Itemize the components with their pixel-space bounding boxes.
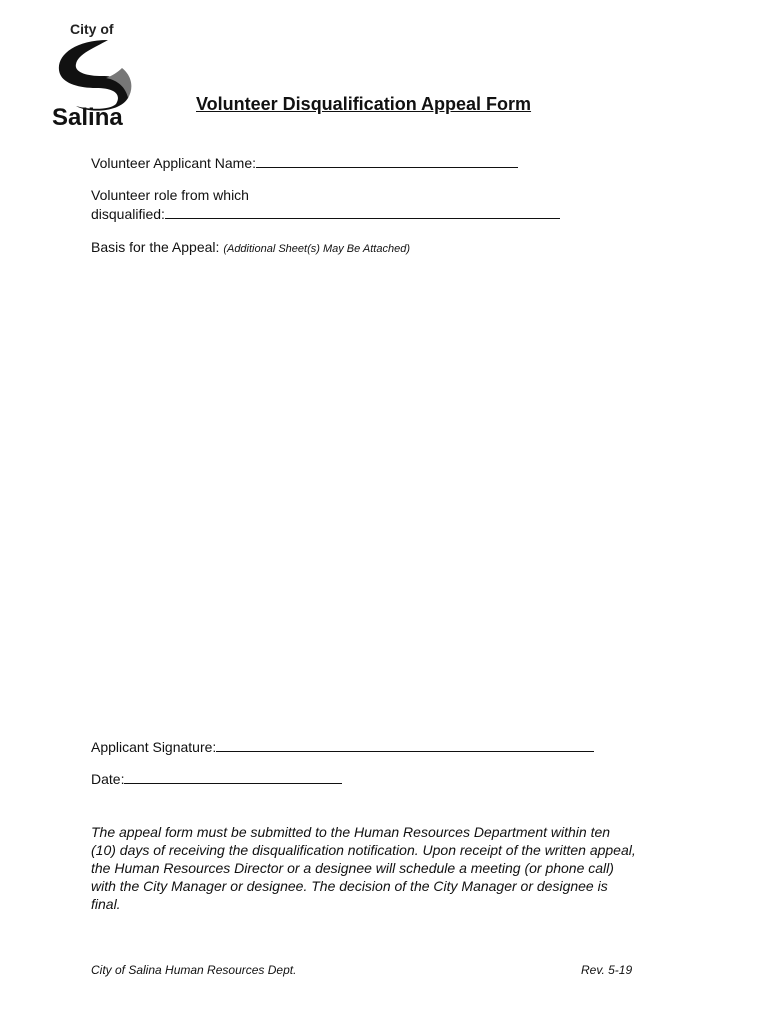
city-of-salina-logo	[50, 18, 142, 130]
signature-field[interactable]	[216, 739, 594, 752]
basis-row	[91, 239, 410, 255]
applicant-name-field[interactable]	[256, 155, 518, 168]
applicant-name-label: Volunteer Applicant Name:	[91, 155, 256, 171]
applicant-name-row	[91, 155, 518, 171]
form-title: Volunteer Disqualification Appeal Form	[196, 94, 532, 114]
signature-row	[91, 739, 594, 755]
date-label: Date:	[91, 771, 125, 787]
role-label-line1: Volunteer role from which	[91, 187, 249, 203]
logo-bottom-text: Salina	[52, 104, 123, 130]
notice-line: with the City Manager or designee. The decision of the City Manager or designee is	[91, 878, 608, 894]
basis-note: (Additional Sheet(s) May Be Attached)	[223, 243, 410, 255]
notice-line: final.	[91, 896, 121, 912]
role-label-line2: disqualified:	[91, 206, 165, 222]
notice-line: (10) days of receiving the disqualification notification. Upon receipt of the written appeal,	[91, 842, 636, 858]
basis-text-area[interactable]	[91, 262, 691, 722]
date-row	[91, 771, 342, 787]
role-row	[91, 206, 560, 222]
footer-department: City of Salina Human Resources Dept.	[91, 963, 297, 977]
basis-label: Basis for the Appeal:	[91, 239, 220, 255]
salina-swoosh-icon	[50, 18, 142, 130]
logo-top-text: City of	[70, 21, 114, 37]
appeal-notice	[91, 823, 691, 913]
notice-line: the Human Resources Director or a designee will schedule a meeting (or phone call)	[91, 860, 614, 876]
disqualified-role-field[interactable]	[165, 206, 560, 219]
signature-label: Applicant Signature:	[91, 739, 217, 755]
date-field[interactable]	[124, 771, 342, 784]
notice-line: The appeal form must be submitted to the Human Resources Department within ten	[91, 824, 611, 840]
footer-revision: Rev. 5-19	[581, 963, 633, 977]
